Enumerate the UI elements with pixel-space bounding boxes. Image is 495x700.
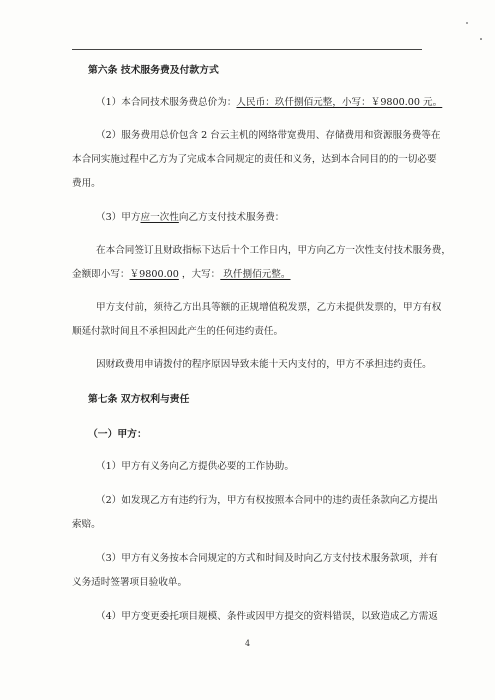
article6-item3	[96, 211, 284, 224]
para-a-big-amount: 玖仟捌佰元整。	[220, 269, 291, 280]
article7-item4: （4）甲方变更委托项目规模、条件或因甲方提交的资料错误，以致造成乙方需返	[96, 611, 438, 622]
article7-item3-line1: （3）甲方有义务按本合同规定的方式和时间及时向乙方支付技术服务款项，并有	[96, 553, 438, 564]
para-a-small-amount: ￥9800.00	[129, 269, 179, 280]
article7-item3-line2: 义务适时签署项目验收单。	[72, 577, 188, 588]
article6-para-a-line1: 在本合同签订且财政指标下达后十个工作日内，甲方向乙方一次性支付技术服务费，	[96, 245, 451, 256]
article7-item1: （1）甲方有义务向乙方提供必要的工作协助。	[96, 461, 294, 472]
article7-heading: 第七条 双方权利与责任	[88, 394, 190, 405]
article6-heading: 第六条 技术服务费及付款方式	[88, 65, 219, 76]
para-a-mid: ，大写：	[178, 269, 221, 280]
page-number: 4	[244, 639, 251, 648]
article7-item2-line1: （2）如发现乙方有违约行为，甲方有权按照本合同中的违约责任条款向乙方提出	[96, 495, 438, 506]
para-a-prefix: 金额即小写：	[72, 269, 130, 280]
article6-para-b-line2: 顺延付款时间且不承担因此产生的任何违约责任。	[72, 326, 284, 337]
scan-speck	[480, 38, 482, 40]
article6-para-c: 因财政费用申请拨付的程序原因导致未能十天内支付的，甲方不承担违约责任。	[96, 359, 432, 370]
scan-speck	[466, 22, 468, 24]
article6-item1	[96, 96, 442, 109]
article6-item1-prefix: （1）本合同技术服务费总价为：	[96, 97, 237, 108]
article6-item3-underlined: 应一次性	[140, 212, 179, 223]
header-rule	[72, 49, 422, 50]
article7-item2-line2: 索赔。	[72, 519, 101, 530]
article6-item3-prefix: （3）甲方	[96, 212, 141, 223]
article6-item3-suffix: 向乙方支付技术服务费：	[178, 212, 285, 223]
article6-para-a-line2	[72, 268, 291, 281]
article6-item2-line1: （2）服务费用总价包含 2 台云主机的网络带宽费用、存储费用和资源服务费等在	[96, 130, 441, 141]
article6-item2-line3: 费用。	[72, 178, 101, 189]
article6-para-b-line1: 甲方支付前，须待乙方出具等额的正规增值税发票，乙方未提供发票的，甲方有权	[96, 302, 442, 313]
article7-sub-heading: （一）甲方：	[88, 429, 147, 440]
article6-item1-amount: 人民币：玖仟捌佰元整，小写：￥9800.00 元。	[236, 97, 443, 108]
article6-item2-line2: 本合同实施过程中乙方为了完成本合同规定的责任和义务，达到本合同目的的一切必要	[72, 154, 437, 165]
